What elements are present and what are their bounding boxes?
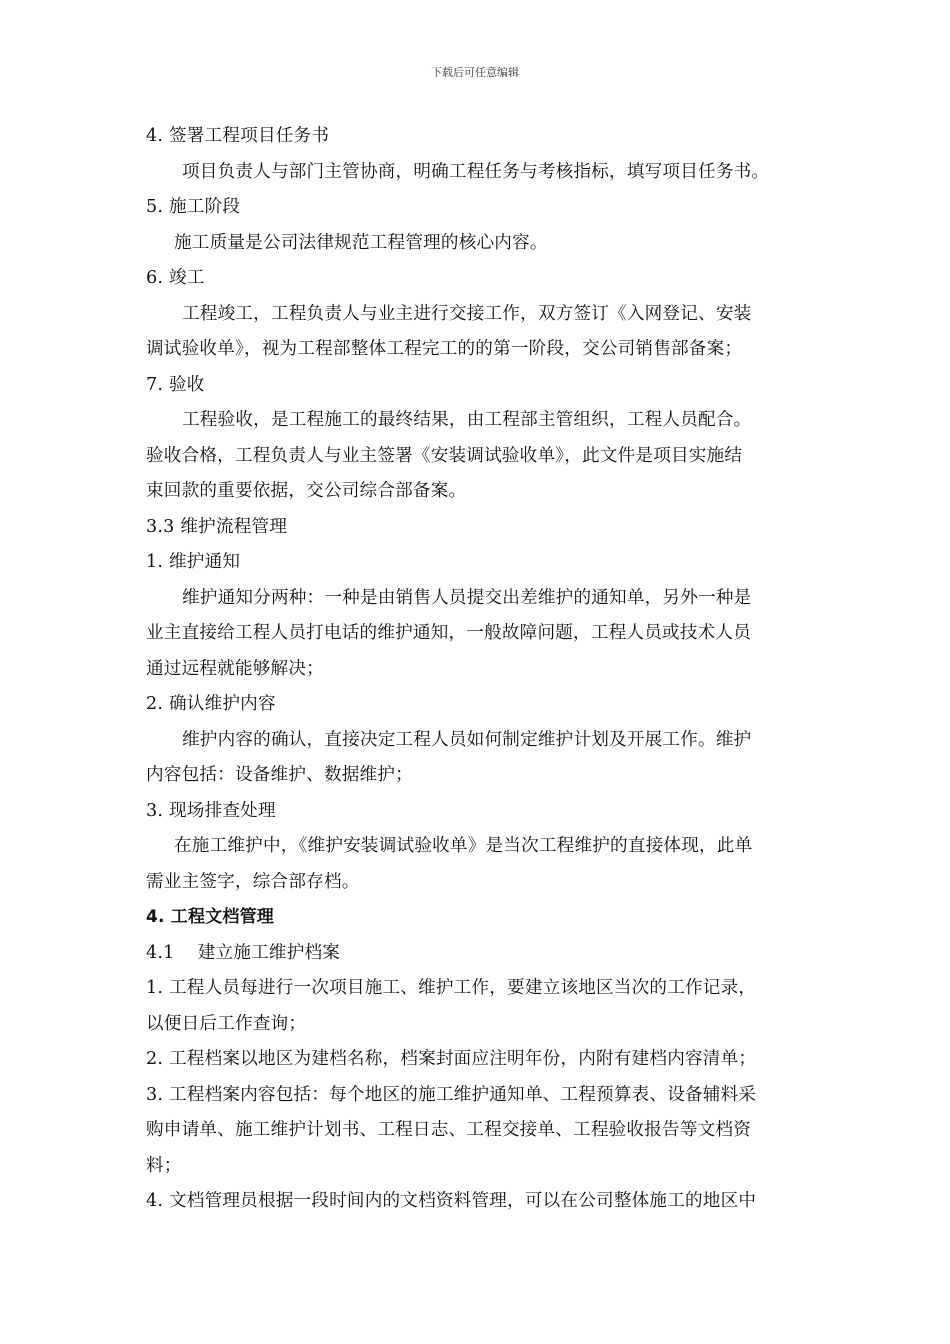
heading-construction: 5. 施工阶段: [146, 197, 241, 217]
paragraph-line: 内容包括：设备维护、数据维护；: [146, 765, 413, 785]
heading-signing: 4. 签署工程项目任务书: [146, 126, 330, 146]
paragraph-line: 维护通知分两种：一种是由销售人员提交出差维护的通知单，另外一种是: [182, 587, 752, 608]
list-item-line: 3. 工程档案内容包括：每个地区的施工维护通知单、工程预算表、设备辅料采: [146, 1084, 757, 1105]
heading-onsite: 3. 现场排查处理: [146, 800, 276, 821]
section-heading-maintenance: 3.3 维护流程管理: [146, 516, 288, 537]
paragraph-line: 维护内容的确认，直接决定工程人员如何制定维护计划及开展工作。维护: [182, 729, 752, 750]
heading-completion: 6. 竣工: [146, 268, 205, 288]
heading-confirm-content: 2. 确认维护内容: [146, 694, 276, 714]
list-item-line: 以便日后工作查询；: [146, 1013, 307, 1034]
list-item-line: 2. 工程档案以地区为建档名称，档案封面应注明年份，内附有建档内容清单；: [146, 1049, 757, 1069]
subsection-heading-archive: 4.1 建立施工维护档案: [146, 942, 341, 963]
paragraph-line: 需业主签字，综合部存档。: [146, 871, 360, 892]
heading-maintenance-notice: 1. 维护通知: [146, 552, 241, 572]
paragraph-line: 束回款的重要依据，交公司综合部备案。: [146, 481, 467, 501]
paragraph-line: 调试验收单》，视为工程部整体工程完工的的第一阶段，交公司销售部备案；: [146, 339, 743, 359]
paragraph-line: 在施工维护中，《维护安装调试验收单》是当次工程维护的直接体现，此单: [174, 836, 753, 856]
heading-acceptance: 7. 验收: [146, 374, 205, 395]
paragraph-line: 工程验收，是工程施工的最终结果，由工程部主管组织，工程人员配合。: [182, 410, 752, 430]
paragraph-line: 项目负责人与部门主管协商，明确工程任务与考核指标，填写项目任务书。: [182, 161, 770, 182]
paragraph-line: 验收合格，工程负责人与业主签署《安装调试验收单》，此文件是项目实施结: [146, 445, 743, 466]
paragraph-line: 通过远程就能够解决；: [146, 658, 324, 679]
chapter-heading-docs: 4. 工程文档管理: [146, 907, 275, 927]
list-item-line: 1. 工程人员每进行一次项目施工、维护工作，要建立该地区当次的工作记录，: [146, 978, 757, 998]
paragraph-line: 施工质量是公司法律规范工程管理的核心内容。: [174, 232, 548, 253]
paragraph-line: 业主直接给工程人员打电话的维护通知，一般故障问题，工程人员或技术人员: [146, 623, 751, 643]
page-header: 下载后可任意编辑: [431, 66, 519, 79]
paragraph-line: 工程竣工，工程负责人与业主进行交接工作，双方签订《入网登记、安装: [182, 303, 752, 324]
list-item-line: 购申请单、施工维护计划书、工程日志、工程交接单、工程验收报告等文档资: [146, 1120, 751, 1140]
list-item-line: 4. 文档管理员根据一段时间内的文档资料管理，可以在公司整体施工的地区中: [146, 1191, 757, 1211]
list-item-line: 料；: [146, 1155, 182, 1176]
document-body: [146, 119, 808, 1220]
